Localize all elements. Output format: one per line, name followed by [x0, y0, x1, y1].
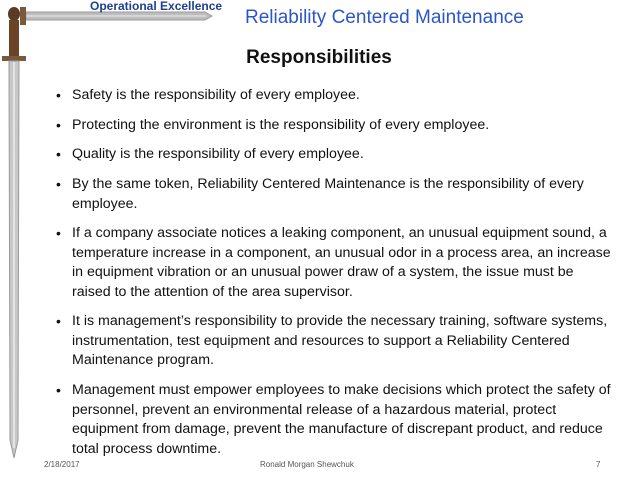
logo-text: Operational Excellence	[90, 0, 223, 13]
bullet-item: • Protecting the environment is the responsibility of every employee.	[56, 116, 616, 136]
bullet-list	[56, 86, 616, 469]
footer-page-number: 7	[596, 460, 601, 469]
bullet-item: • It is management’s responsibility to provide the necessary training, software systems, instrumentation, test equipment and resources to support a Reliability Centered Maintenance program.	[56, 312, 616, 371]
page-title-text: Responsibilities	[246, 47, 392, 68]
page-title	[0, 47, 638, 69]
bullet-item: • Quality is the responsibility of every employee.	[56, 145, 616, 165]
bullet-item: • If a company associate notices a leaking component, an unusual equipment sound, a temperature increase in a component, an unusual odor in a process area, an increase in equipment vibration or an unusual power draw of a system, the issue must be raised to the attention of the area supervisor.	[56, 224, 616, 302]
bullet-item: • Safety is the responsibility of every employee.	[56, 86, 616, 106]
footer-date: 2/18/2017	[44, 460, 80, 469]
bullet-item: • By the same token, Reliability Centered Maintenance is the responsibility of every employee.	[56, 175, 616, 214]
bullet-item: • Management must empower employees to make decisions which protect the safety of personnel, prevent an environmental release of a hazardous material, protect equipment from damage, prevent the manufacture of discrepant product, and reduce total process downtime.	[56, 381, 616, 459]
header-title: Reliability Centered Maintenance	[245, 7, 524, 28]
footer-author: Ronald Morgan Shewchuk	[260, 460, 354, 469]
